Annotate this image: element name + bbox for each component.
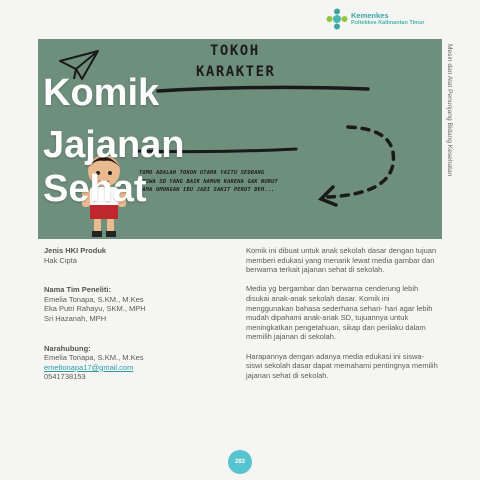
board-description: TOMO ADALAH TOKOH UTAMA YAITU SEORANG SISWA SD YANG BAIK NAMUN KARENA GAK NURUT SAMA OMONGAN IBU JADI SAKIT PERUT DEH... [139, 170, 278, 194]
description-paragraph: Komik ini dibuat untuk anak sekolah dasar dengan tujuan memberi edukasi yang menarik lewat media gambar dan berwarna terkait jajanan sehat di sekolah. [246, 246, 437, 275]
team-member: Sri Hazanah, MPH [44, 313, 107, 323]
kemenkes-logo-icon [326, 8, 348, 30]
page-number-badge: 283 [228, 450, 252, 474]
contact-phone: 0541738153 [44, 372, 86, 382]
board-title-line-1: TOKOH [210, 43, 260, 59]
team-member: Eka Putri Rahayu, SKM., MPH [44, 304, 146, 314]
hki-value: Hak Cipta [44, 255, 77, 265]
hero-comic-image [38, 39, 442, 239]
board-title-line-2: KARAKTER [196, 64, 276, 80]
board-underline [158, 87, 368, 91]
page-title-line-2: Jajanan [43, 124, 185, 166]
contact-name: Emelia Tonapa, S.KM., M.Kes [44, 353, 144, 363]
description-paragraph: Harapannya dengan adanya media edukasi ini siswa-siswi sekolah dasar dapat memahami pentingnya memilih jajanan sehat di sekolah. [246, 351, 438, 380]
product-details [44, 246, 224, 382]
page-title-line-3: Sehat [43, 168, 147, 210]
page-title-line-1: Komik [43, 72, 160, 114]
contact-email-link[interactable]: emeltonapa17@gmail.com [44, 362, 134, 372]
logo-name: Kemenkes [351, 11, 389, 20]
side-category-label [446, 44, 460, 222]
product-description [246, 246, 438, 390]
dashed-arrow-icon [321, 127, 393, 205]
logo-subtitle: Poltekkes Kalimantan Timur [351, 20, 425, 26]
kemenkes-logo [326, 8, 476, 34]
description-paragraph: Media yg bergambar dan berwarna cenderung lebih disukai anak-anak sekolah dasar. Komik ini menggunakan bahasa sederhana sehari- hari agar lebih mudah dipahami anak-anak SD, tujuannya untuk meningkatkan pengetahuan, sikap dan perilaku dalam memilih jajanan di sekolah. [246, 284, 433, 342]
team-member: Emelia Tonapa, S.KM., M.Kes [44, 294, 144, 304]
side-category-text: Mesin dan Alat Penunjang Bidang Kesehatan [446, 44, 453, 177]
hki-label: Jenis HKI Produk [44, 246, 107, 255]
contact-label: Narahubung: [44, 343, 91, 353]
team-label: Nama Tim Peneliti: [44, 285, 111, 295]
